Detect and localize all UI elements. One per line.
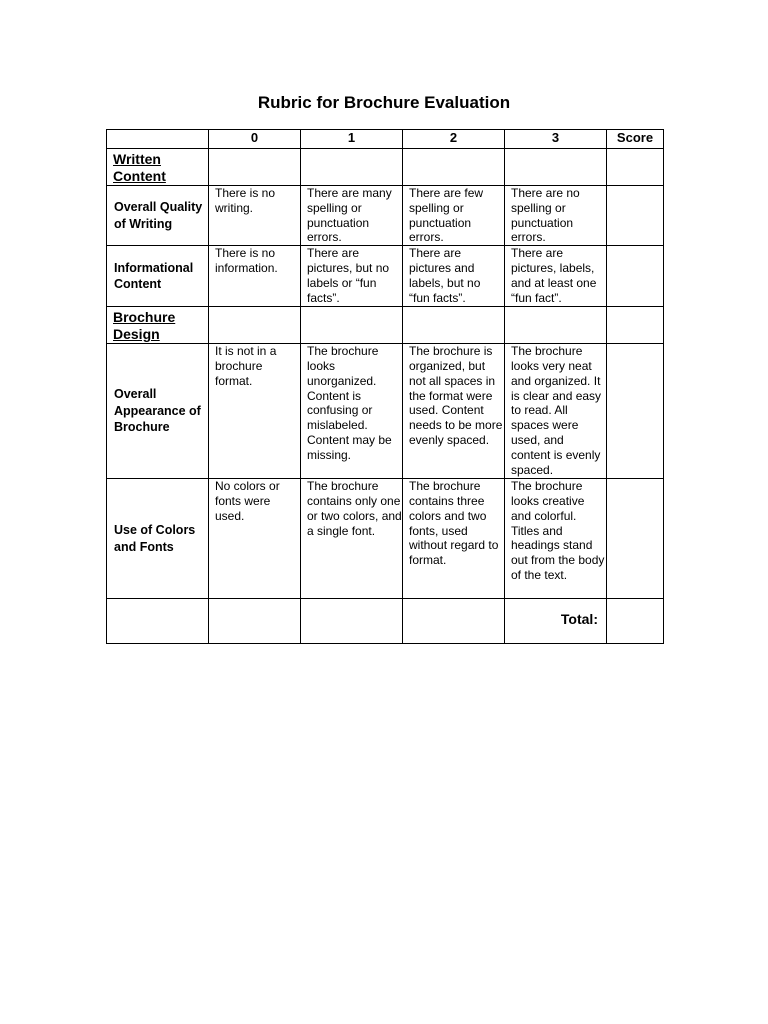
criterion-name: Overall Quality of Writing — [107, 186, 209, 246]
rubric-table — [106, 129, 664, 644]
empty-cell — [301, 307, 403, 344]
empty-cell — [403, 599, 505, 644]
criterion-name: Use of Colors and Fonts — [107, 479, 209, 599]
level-0-description: It is not in a brochure format. — [209, 344, 301, 479]
page-title: Rubric for Brochure Evaluation — [257, 93, 511, 112]
empty-cell — [403, 149, 505, 186]
total-score-cell[interactable] — [607, 599, 664, 644]
level-1-description: There are many spelling or punctuation errors. — [301, 186, 403, 246]
criterion-row-colors-and-fonts — [107, 479, 664, 599]
criterion-row-overall-appearance — [107, 344, 664, 479]
level-3-description: There are no spelling or punctuation errors. — [505, 186, 607, 246]
header-level-0: 0 — [209, 130, 301, 149]
empty-cell — [607, 149, 664, 186]
criterion-row-informational-content — [107, 246, 664, 307]
score-cell[interactable] — [607, 479, 664, 599]
score-cell[interactable] — [607, 186, 664, 246]
empty-cell — [403, 307, 505, 344]
level-0-description: There is no writing. — [209, 186, 301, 246]
empty-cell — [209, 307, 301, 344]
header-row — [107, 130, 664, 149]
header-blank-cell — [107, 130, 209, 149]
level-3-description: The brochure looks very neat and organized. It is clear and easy to read. All spaces were used, and content is evenly spaced. — [505, 344, 607, 479]
empty-cell — [107, 599, 209, 644]
empty-cell — [301, 599, 403, 644]
level-0-description: No colors or fonts were used. — [209, 479, 301, 599]
header-level-1: 1 — [301, 130, 403, 149]
total-row — [107, 599, 664, 644]
score-cell[interactable] — [607, 344, 664, 479]
level-1-description: The brochure looks unorganized. Content is confusing or mislabeled. Content may be missing. — [301, 344, 403, 479]
section-heading: Brochure Design — [107, 307, 209, 344]
level-2-description: The brochure is organized, but not all spaces in the format were used. Content needs to be more evenly spaced. — [403, 344, 505, 479]
level-1-description: There are pictures, but no labels or “fun facts”. — [301, 246, 403, 307]
header-score: Score — [607, 130, 664, 149]
empty-cell — [505, 149, 607, 186]
criterion-name: Informational Content — [107, 246, 209, 307]
level-3-description: There are pictures, labels, and at least one “fun fact”. — [505, 246, 607, 307]
section-row-brochure-design — [107, 307, 664, 344]
total-label: Total: — [505, 599, 607, 644]
criterion-name: Overall Appearance of Brochure — [107, 344, 209, 479]
level-1-description: The brochure contains only one or two colors, and a single font. — [301, 479, 403, 599]
level-3-description: The brochure looks creative and colorful. Titles and headings stand out from the body of the text. — [505, 479, 607, 599]
section-heading: Written Content — [107, 149, 209, 186]
empty-cell — [209, 599, 301, 644]
empty-cell — [505, 307, 607, 344]
criterion-row-quality-of-writing — [107, 186, 664, 246]
header-level-3: 3 — [505, 130, 607, 149]
empty-cell — [607, 307, 664, 344]
header-level-2: 2 — [403, 130, 505, 149]
level-0-description: There is no information. — [209, 246, 301, 307]
level-2-description: The brochure contains three colors and two fonts, used without regard to format. — [403, 479, 505, 599]
level-2-description: There are pictures and labels, but no “fun facts”. — [403, 246, 505, 307]
empty-cell — [209, 149, 301, 186]
level-2-description: There are few spelling or punctuation errors. — [403, 186, 505, 246]
score-cell[interactable] — [607, 246, 664, 307]
empty-cell — [301, 149, 403, 186]
section-row-written-content — [107, 149, 664, 186]
